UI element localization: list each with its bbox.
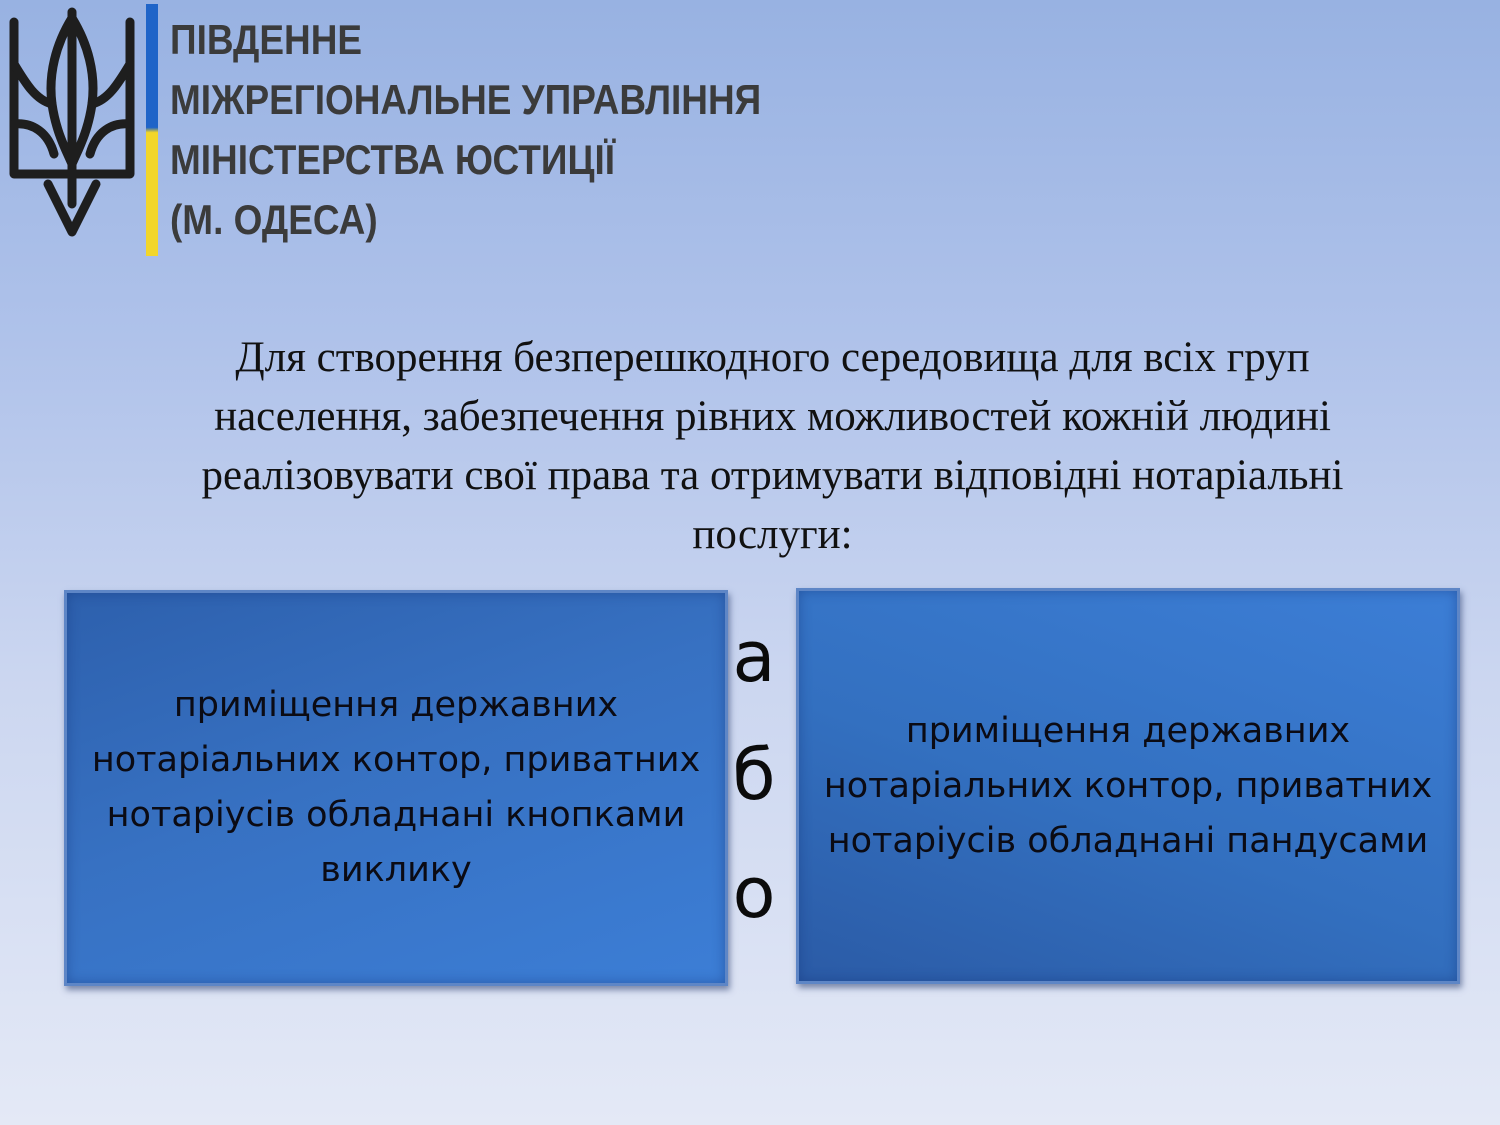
option-call-buttons-box [64, 590, 728, 986]
tryzub-icon [8, 4, 136, 242]
or-letter: б [732, 734, 776, 816]
header [0, 0, 900, 260]
or-letter: о [732, 852, 776, 934]
or-letter: а [732, 616, 776, 698]
option-ramps-box [796, 588, 1460, 984]
org-name-line: (М. ОДЕСА) [170, 196, 378, 243]
org-name-line: МІЖРЕГІОНАЛЬНЕ УПРАВЛІННЯ [170, 76, 762, 123]
or-separator [728, 598, 780, 952]
option-ramps-text: приміщення державних нотаріальних контор, приватних нотаріусів обладнані пандусами [823, 710, 1433, 861]
org-name-line: ПІВДЕННЕ [170, 16, 363, 63]
organization-name [170, 10, 761, 250]
ukraine-flag-stripe [146, 4, 158, 256]
option-call-buttons-text: приміщення державних нотаріальних контор, приватних нотаріусів обладнані кнопками виклику [91, 685, 701, 890]
intro-text: Для створення безперешкодного середовища для всіх груп населення, забезпечення рівних можливостей кожній людині реалізовувати свої права та отримувати відповідні нотаріальні послуги: [201, 334, 1344, 558]
org-name-line: МІНІСТЕРСТВА ЮСТИЦІЇ [170, 136, 615, 183]
